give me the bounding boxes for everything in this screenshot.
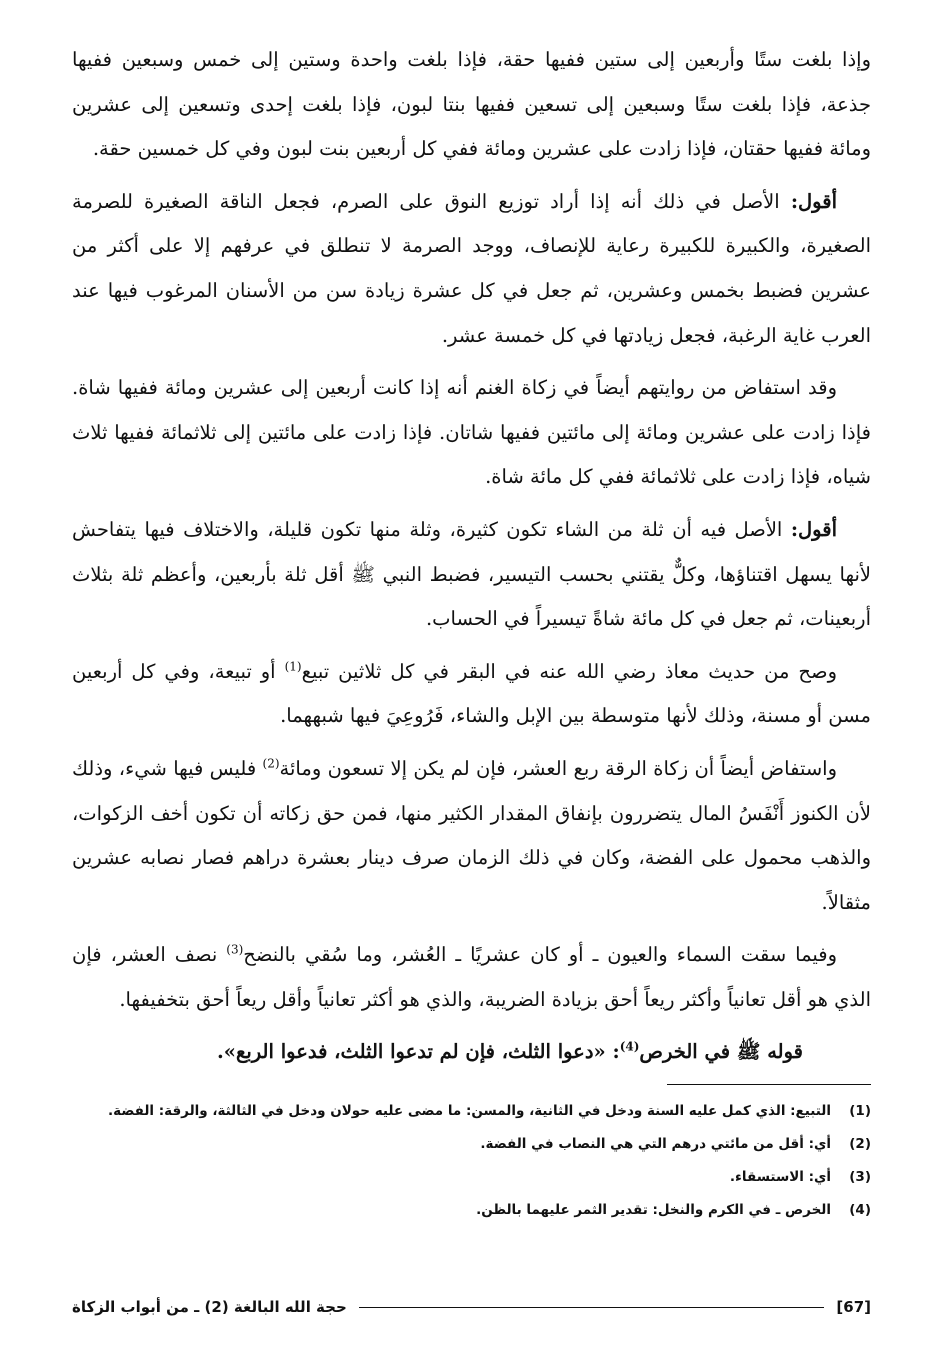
- footer-divider: [359, 1307, 825, 1308]
- footnote-text: التبيع: الذي كمل عليه السنة ودخل في الثانية، والمسن: ما مضى عليه حولان ودخل في الثالثة، والرقة: الفضة.: [108, 1103, 831, 1119]
- aqulu-label: أقول:: [790, 517, 837, 541]
- paragraph-text: وفيما سقت السماء والعيون ـ أو كان عشريًا ـ العُشر، وما سُقي بالنضح: [243, 943, 837, 967]
- footnote-text: الخرص ـ في الكرم والنخل: تقدير الثمر عليهما بالظن.: [476, 1202, 831, 1218]
- footnote-number: (3): [849, 1169, 871, 1185]
- paragraph-text: وقد استفاض من روايتهم أيضاً في زكاة الغنم أنه إذا كانت أربعين إلى عشرين ومائة ففيها شاة. فإذا زادت على عشرين ومائة إلى مائتين ففيها شاتان. فإذا زادت على مائتين إلى ثلاثمائة ففيها ثلاث شياه، فإذا زادت على ثلاثمائة ففي كل مائة شاة.: [72, 376, 871, 489]
- footnote-ref-3[interactable]: (3): [226, 942, 244, 957]
- footnote-text: أي: الاستسقاء.: [729, 1169, 831, 1185]
- footnote-item: [72, 1098, 871, 1125]
- paragraph-text: واستفاض أيضاً أن زكاة الرقة ربع العشر، فإن لم يكن إلا تسعون ومائة: [279, 756, 837, 780]
- paragraph-text: قوله ﷺ في الخرص: [639, 1040, 803, 1064]
- footnote-item: [72, 1197, 871, 1224]
- paragraph-silver-zakat: [72, 747, 871, 925]
- paragraph-crops-zakat: [72, 933, 871, 1022]
- paragraph-text: : «دعوا الثلث، فإن لم تدعوا الثلث، فدعوا الربع».: [217, 1040, 620, 1064]
- footnote-divider: [667, 1084, 871, 1085]
- paragraph-camel-zakat: [72, 38, 871, 172]
- footnote-item: [72, 1164, 871, 1191]
- footnote-text: أي: أقل من مائتي درهم التي هي النصاب في الفضة.: [480, 1136, 831, 1152]
- paragraph-text: فليس فيها شيء، وذلك لأن الكنوز أَنْفَسُ المال يتضررون بإنفاق المقدار الكثير منها، فمن حق زكاته أن تكون أخف الزكوات، والذهب محمول على الفضة، وكان في ذلك الزمان صرف دينار بعشرة دراهم فصار نصابه عشرين مثقالاً.: [72, 756, 871, 914]
- paragraph-text: وصح من حديث معاذ رضي الله عنه في البقر في كل ثلاثين تبيع: [301, 659, 837, 683]
- paragraph-text: الأصل في ذلك أنه إذا أراد توزيع النوق على الصرم، فجعل الناقة الصغيرة للصرمة الصغيرة، والكبيرة للكبيرة رعاية للإنصاف، ووجد الصرمة لا تنطلق في عرفهم إلا على أكثر من عشرين فضبط بخمس وعشرين، ثم جعل في كل عشرة زيادة سن من الأسنان المرغوب فيها عند العرب غاية الرغبة، فجعل زيادتها في كل خمسة عشر.: [72, 189, 871, 347]
- paragraph-aqulu-sheep: [72, 508, 871, 642]
- paragraph-text: أو تبيعة، وفي كل أربعين مسن أو مسنة، وذلك لأنها متوسطة بين الإبل والشاء، فَرُوعِيَ فيها شبههما.: [72, 659, 871, 728]
- footnote-number: (1): [849, 1103, 871, 1119]
- paragraph-kharas-hadith: [72, 1030, 871, 1075]
- footnote-number: (4): [849, 1202, 871, 1218]
- paragraph-text: نصف العشر، فإن الذي هو أقل تعانياً وأكثر ريعاً أحق بزيادة الضريبة، والذي هو أكثر تعانياً وأقل ريعاً أحق بتخفيفها.: [72, 943, 871, 1011]
- footnote-number: (2): [849, 1136, 871, 1152]
- running-title: حجة الله البالغة (2) ـ من أبواب الزكاة: [72, 1298, 347, 1316]
- paragraph-sheep-zakat: [72, 366, 871, 500]
- paragraph-cattle-zakat: [72, 650, 871, 739]
- footnote-ref-4[interactable]: (4): [619, 1039, 640, 1054]
- page-number: [67]: [836, 1298, 871, 1316]
- paragraph-text: وإذا بلغت ستًا وأربعين إلى ستين ففيها حقة، فإذا بلغت واحدة وستين إلى خمس وسبعين ففيها جذعة، فإذا بلغت ستًا وسبعين إلى تسعين ففيها بنتا لبون، فإذا بلغت إحدى وتسعين إلى عشرين ومائة ففيها حقتان، فإذا زادت على عشرين ومائة ففي كل أربعين بنت لبون وفي كل خمسين حقة.: [72, 48, 871, 161]
- footnote-ref-1[interactable]: (1): [284, 659, 302, 674]
- footnote-ref-2[interactable]: (2): [262, 756, 280, 771]
- page-footer: [72, 1294, 871, 1320]
- footnotes: [72, 1098, 871, 1230]
- footnote-item: [72, 1131, 871, 1158]
- main-text: [72, 38, 871, 1075]
- paragraph-text: الأصل فيه أن ثلة من الشاء تكون كثيرة، وثلة منها تكون قليلة، والاختلاف فيها يتفاحش لأنها يسهل اقتناؤها، وكلٌّ يقتني بحسب التيسير، فضبط النبي ﷺ أقل ثلة بأربعين، وأعظم ثلة بثلاث أربعينات، ثم جعل في كل مائة شاةً تيسيراً في الحساب.: [72, 517, 871, 631]
- paragraph-aqulu-camels: [72, 180, 871, 358]
- aqulu-label: أقول:: [790, 189, 837, 213]
